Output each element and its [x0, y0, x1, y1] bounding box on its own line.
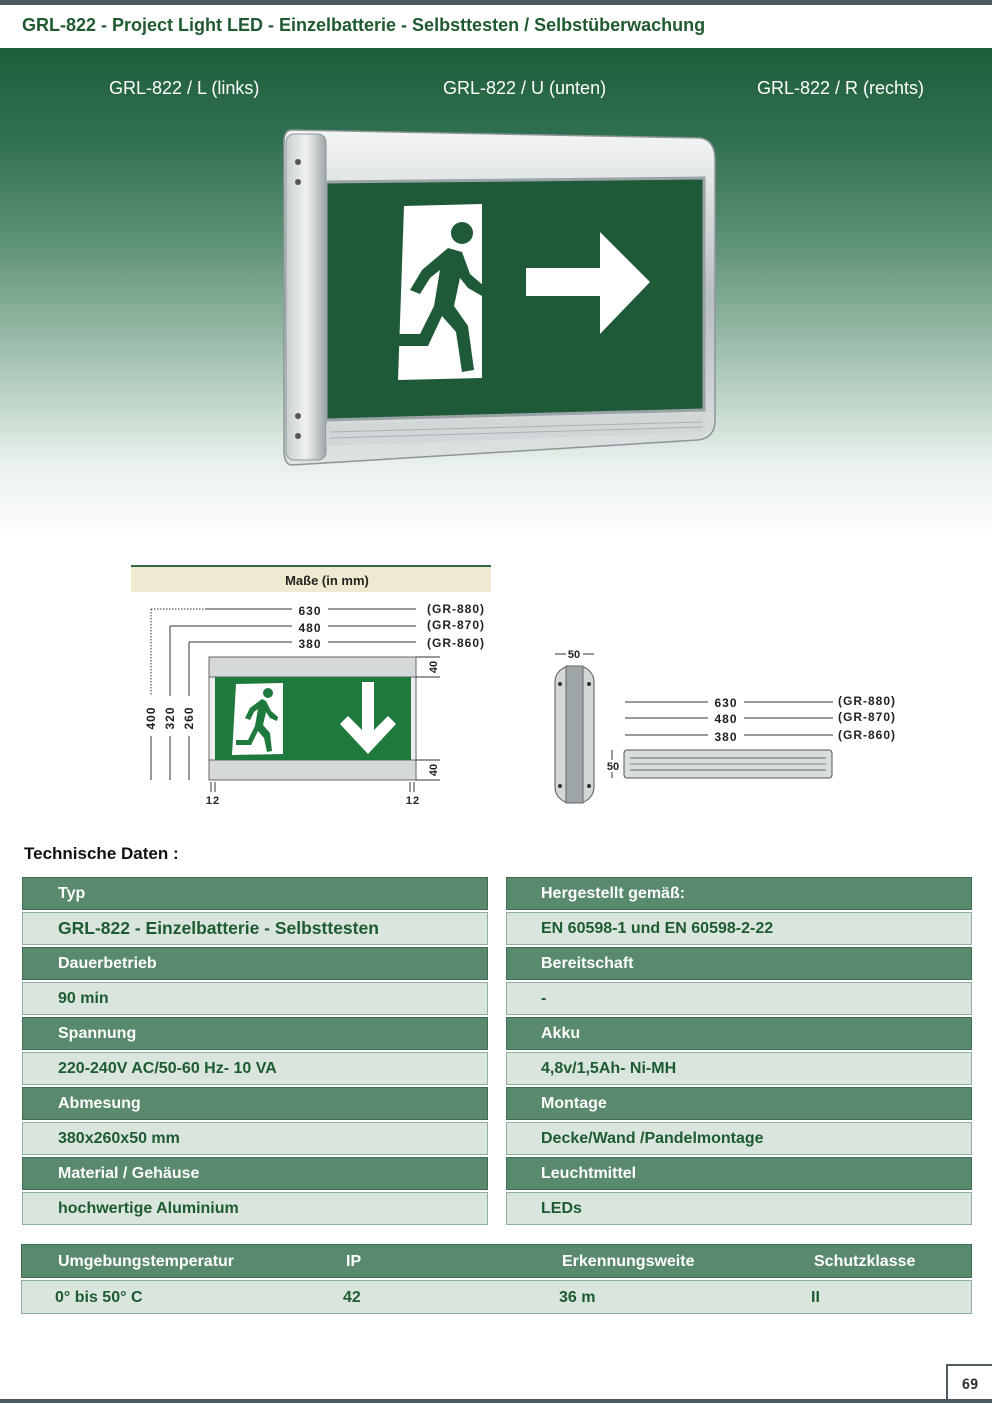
tech-value-row: hochwertige Aluminium — [22, 1192, 488, 1225]
tech-label-row: Leuchtmittel — [506, 1157, 972, 1190]
top-bar — [0, 0, 992, 5]
top-width-630: 630 — [714, 696, 738, 710]
tech-label-row: Bereitschaft — [506, 947, 972, 980]
dim-depth-side-50: 50 — [606, 761, 620, 773]
dim-top-40: 40 — [428, 660, 440, 674]
exit-sign-product-image — [270, 120, 730, 480]
tech-label-row: Abmesung — [22, 1087, 488, 1120]
environment-table — [21, 1244, 972, 1314]
header-range: Erkennungsweite — [562, 1253, 695, 1270]
top-model-gr860: (GR-860) — [838, 728, 897, 742]
dimensions-heading: Maße (in mm) — [285, 573, 369, 588]
tech-table-right — [506, 877, 972, 1227]
top-width-480: 480 — [714, 712, 738, 726]
page-title: GRL-822 - Project Light LED - Einzelbatterie - Selbsttesten / Selbstüberwachung — [22, 15, 706, 35]
tech-label-row: Spannung — [22, 1017, 488, 1050]
dim-width-380: 380 — [298, 637, 322, 651]
variant-right: GRL-822 / R (rechts) — [757, 78, 925, 98]
environment-header-row — [21, 1244, 972, 1278]
page-number: 69 — [946, 1364, 992, 1400]
value-protection-class: II — [811, 1289, 820, 1306]
dim-width-480: 480 — [298, 621, 322, 635]
environment-value-row — [21, 1280, 972, 1314]
value-temperature: 0° bis 50° C — [55, 1289, 143, 1306]
tech-value-row: GRL-822 - Einzelbatterie - Selbsttesten — [22, 912, 488, 945]
tech-label-row: Typ — [22, 877, 488, 910]
tech-label-row: Material / Gehäuse — [22, 1157, 488, 1190]
tech-value-row: EN 60598-1 und EN 60598-2-22 — [506, 912, 972, 945]
tech-value-row: 4,8v/1,5Ah- Ni-MH — [506, 1052, 972, 1085]
value-ip: 42 — [343, 1289, 361, 1306]
model-gr880: (GR-880) — [427, 602, 486, 616]
dimension-drawings — [0, 560, 992, 810]
top-width-380: 380 — [714, 730, 738, 744]
bottom-bar — [0, 1399, 992, 1403]
dim-height-260: 260 — [182, 706, 196, 730]
dim-width-630: 630 — [298, 604, 322, 618]
tech-table-left — [22, 877, 488, 1227]
dim-side-right-12: 12 — [405, 795, 421, 807]
top-model-gr880: (GR-880) — [838, 694, 897, 708]
tech-value-row: 380x260x50 mm — [22, 1122, 488, 1155]
dim-bottom-40: 40 — [428, 763, 440, 777]
tech-label-row: Hergestellt gemäß: — [506, 877, 972, 910]
dim-side-left-12: 12 — [205, 795, 221, 807]
header-ip: IP — [346, 1253, 362, 1270]
dim-depth-top-50: 50 — [567, 649, 581, 661]
dim-height-400: 400 — [144, 706, 158, 730]
tech-value-row: 90 min — [22, 982, 488, 1015]
header-temperature: Umgebungstemperatur — [58, 1253, 235, 1270]
dim-height-320: 320 — [163, 706, 177, 730]
tech-label-row: Montage — [506, 1087, 972, 1120]
tech-value-row: 220-240V AC/50-60 Hz- 10 VA — [22, 1052, 488, 1085]
value-range: 36 m — [559, 1289, 596, 1306]
tech-value-row: Decke/Wand /Pandelmontage — [506, 1122, 972, 1155]
tech-label-row: Akku — [506, 1017, 972, 1050]
tech-value-row: - — [506, 982, 972, 1015]
tech-value-row: LEDs — [506, 1192, 972, 1225]
variant-bottom: GRL-822 / U (unten) — [443, 78, 607, 98]
variant-left: GRL-822 / L (links) — [109, 78, 260, 98]
header-protection-class: Schutzklasse — [814, 1253, 916, 1270]
model-gr870: (GR-870) — [427, 618, 486, 632]
model-gr860: (GR-860) — [427, 636, 486, 650]
tech-data-heading: Technische Daten : — [24, 844, 179, 863]
tech-label-row: Dauerbetrieb — [22, 947, 488, 980]
top-model-gr870: (GR-870) — [838, 710, 897, 724]
